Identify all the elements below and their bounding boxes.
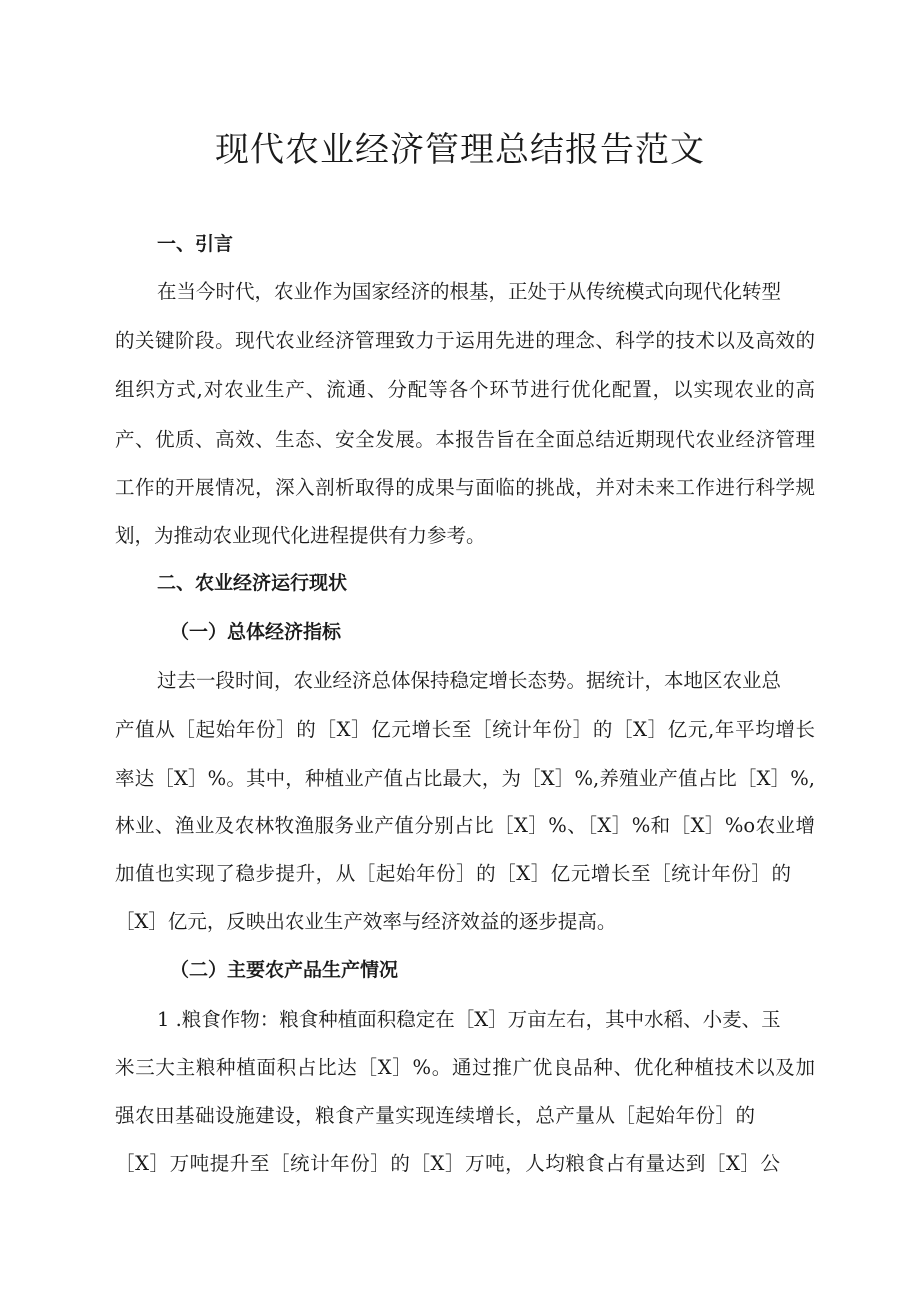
paragraph-line: 加值也实现了稳步提升，从［起始年份］的［X］亿元增长至［统计年份］的 [115,862,791,885]
paragraph-line: 米三大主粮种植面积占比达［X］%。通过推广优良品种、优化种植技术以及加 [115,1056,815,1079]
paragraph-line: 过去一段时间，农业经济总体保持稳定增长态势。据统计，本地区农业总 [157,669,782,692]
paragraph-line: ［X］亿元，反映出农业生产效率与经济效益的逐步提高。 [115,910,617,933]
paragraph-line: ［X］万吨提升至［统计年份］的［X］万吨，人均粮食占有量达到［X］公 [115,1152,780,1175]
document-title: 现代农业经济管理总结报告范文 [215,130,705,170]
paragraph-line: 组织方式,对农业生产、流通、分配等各个环节进行优化配置，以实现农业的高 [115,378,815,401]
paragraph-line: 划，为推动农业现代化进程提供有力参考。 [115,524,486,547]
paragraph-line: 1 .粮食作物：粮食种植面积稳定在［X］万亩左右，其中水稻、小麦、玉 [157,1008,781,1031]
subsection-heading-overall-indicators: （一）总体经济指标 [170,621,342,643]
section-heading-introduction: 一、引言 [157,233,234,255]
paragraph-line: 在当今时代，农业作为国家经济的根基，正处于从传统模式向现代化转型 [157,280,782,303]
paragraph-line: 林业、渔业及农林牧渔服务业产值分别占比［X］%、［X］%和［X］%o农业增 [115,814,815,837]
paragraph-line: 率达［X］%。其中，种植业产值占比最大，为［X］%,养殖业产值占比［X］%, [115,767,815,790]
paragraph-line: 产、优质、高效、生态、安全发展。本报告旨在全面总结近期现代农业经济管理 [115,428,815,451]
paragraph-line: 强农田基础设施建设，粮食产量实现连续增长，总产量从［起始年份］的 [115,1104,755,1127]
subsection-heading-main-products: （二）主要农产品生产情况 [170,959,399,981]
section-heading-status: 二、农业经济运行现状 [157,572,348,594]
paragraph-line: 产值从［起始年份］的［X］亿元增长至［统计年份］的［X］亿元,年平均增长 [115,718,815,741]
paragraph-line: 工作的开展情况，深入剖析取得的成果与面临的挑战，并对未来工作进行科学规 [115,476,815,499]
paragraph-line: 的关键阶段。现代农业经济管理致力于运用先进的理念、科学的技术以及高效的 [115,329,815,352]
